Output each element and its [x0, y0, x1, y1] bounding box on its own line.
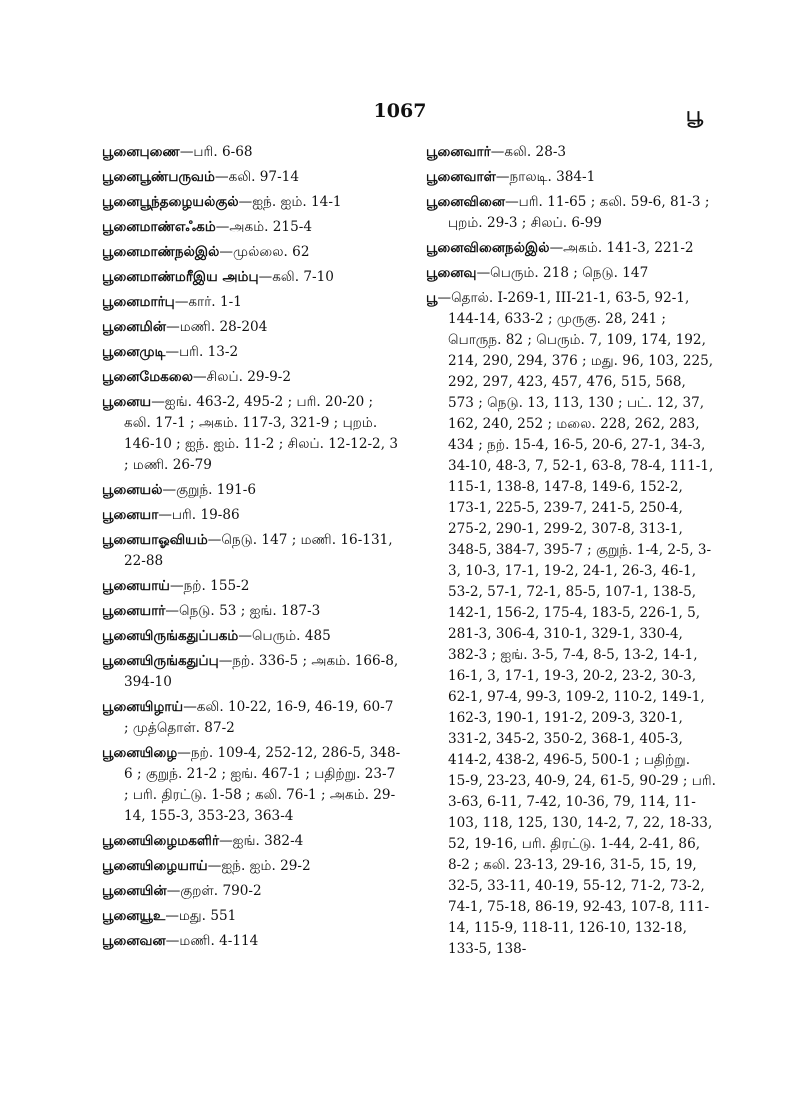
- entry-headword: பூனைமின்: [102, 319, 167, 335]
- entry-headword: பூனைபூண்பருவம்: [102, 169, 215, 185]
- entry-headword: பூனையிழாய்: [102, 699, 184, 715]
- entry-references: —நற். 336-5 ; அகம். 166-8, 394-10: [124, 653, 399, 690]
- index-entry: [102, 831, 402, 852]
- index-entry: [102, 317, 402, 338]
- entry-references: —நெடு. 147 ; மணி. 16-131, 22-88: [124, 532, 393, 569]
- index-entry: [102, 626, 402, 647]
- entry-headword: பூனையூஉ: [102, 908, 166, 924]
- entry-headword: பூனைவாள்: [426, 169, 496, 185]
- entry-headword: பூனைமுடி: [102, 344, 166, 360]
- entry-references: —குறுந். 191-6: [162, 482, 256, 498]
- index-entry: [102, 267, 402, 288]
- section-letter: பூ: [686, 102, 703, 126]
- entry-headword: பூனைவினைநல்இல்: [426, 240, 550, 256]
- index-entry: [102, 367, 402, 388]
- entry-references: —கலி. 97-14: [215, 169, 299, 185]
- entry-headword: பூனையிழை: [102, 745, 178, 761]
- entry-references: —மணி. 28-204: [166, 319, 268, 335]
- entry-headword: பூனையாய்: [102, 578, 170, 594]
- entry-headword: பூனைமாண்எஃகம்: [102, 219, 216, 235]
- index-entry: [102, 931, 402, 952]
- entry-references: —கலி. 28-3: [490, 144, 567, 160]
- page-number: 1067: [373, 100, 427, 122]
- entry-headword: பூனைவினை: [426, 194, 506, 210]
- index-entry: [102, 342, 402, 363]
- entry-references: —சிலப். 29-9-2: [192, 369, 292, 385]
- entry-references: —ஐந். ஐம். 29-2: [207, 858, 311, 874]
- entry-references: —ஐங். 463-2, 495-2 ; பரி. 20-20 ; கலி. 17-1 ; அகம். 117-3, 321-9 ; புறம். 146-10 ; ஐந். ஐம். 11-2 ; சிலப். 12-12-2, 3 ; மணி. 26-79: [124, 394, 398, 473]
- entry-headword: பூனைய: [102, 394, 152, 410]
- entry-headword: பூனைமாண்நல்இல்: [102, 244, 220, 260]
- index-entry: [102, 906, 402, 927]
- index-entry: [102, 505, 402, 526]
- index-entry: [102, 881, 402, 902]
- entry-headword: பூனைபுணை: [102, 144, 180, 160]
- entry-references: —ஐந். ஐம். 14-1: [238, 194, 342, 210]
- entry-headword: பூனைவார்: [426, 144, 491, 160]
- index-entry: [102, 697, 402, 739]
- entry-headword: பூனையின்: [102, 883, 167, 899]
- entry-references: —பெரும். 218 ; நெடு. 147: [476, 265, 649, 281]
- index-entry: [102, 651, 402, 693]
- index-entry: [102, 192, 402, 213]
- entry-headword: பூனையிழைமகளிர்: [102, 833, 220, 849]
- entry-headword: பூனைவன: [102, 933, 166, 949]
- entry-headword: பூனைபூந்தழையல்குல்: [102, 194, 239, 210]
- entry-references: —கலி. 7-10: [258, 269, 334, 285]
- index-entry: [102, 576, 402, 597]
- index-entry: [426, 167, 716, 188]
- entry-references: —நற். 155-2: [169, 578, 250, 594]
- entry-headword: பூனையா: [102, 507, 159, 523]
- entry-references: —நெடு. 53 ; ஐங். 187-3: [165, 603, 321, 619]
- right-column: [426, 142, 716, 964]
- entry-references: —பெரும். 485: [238, 628, 331, 644]
- entry-references: —அகம். 215-4: [215, 219, 312, 235]
- entry-headword: பூனைமாண்மரீஇய அம்பு: [102, 269, 259, 285]
- entry-headword: பூனைவு: [426, 265, 477, 281]
- index-entry: [426, 263, 716, 284]
- index-entry: [102, 743, 402, 827]
- index-entry: [102, 167, 402, 188]
- entry-references: —ஐங். 382-4: [219, 833, 304, 849]
- entry-headword: பூ: [426, 290, 438, 306]
- index-entry: [102, 601, 402, 622]
- entry-headword: பூனையல்: [102, 482, 163, 498]
- entry-references: —மது. 551: [165, 908, 237, 924]
- entry-references: —குறள். 790-2: [166, 883, 262, 899]
- entry-headword: பூனையிருங்கதுப்பு: [102, 653, 219, 669]
- entry-references: —பரி. 11-65 ; கலி. 59-6, 81-3 ; புறம். 29-3 ; சிலப். 6-99: [448, 194, 710, 231]
- index-entry: [102, 217, 402, 238]
- index-entry: [102, 392, 402, 476]
- index-entry: [102, 480, 402, 501]
- entry-headword: பூனையாஓவியம்: [102, 532, 208, 548]
- entry-references: —நற். 109-4, 252-12, 286-5, 348-6 ; குறுந். 21-2 ; ஐங். 467-1 ; பதிற்று. 23-7 ; பரி. திரட்டு. 1-58 ; கலி. 76-1 ; அகம். 29-14, 155-3, 353-23, 363-4: [124, 745, 401, 824]
- entry-references: —முல்லை. 62: [219, 244, 310, 260]
- entry-references: —கார். 1-1: [174, 294, 242, 310]
- entry-references: —பரி. 6-68: [179, 144, 253, 160]
- index-entry: [102, 530, 402, 572]
- entry-references: —கலி. 10-22, 16-9, 46-19, 60-7 ; முத்தொள். 87-2: [124, 699, 394, 736]
- index-entry: [102, 142, 402, 163]
- entry-references: —பரி. 19-86: [158, 507, 240, 523]
- entry-references: —தொல். I-269-1, III-21-1, 63-5, 92-1, 144-14, 633-2 ; முருகு. 28, 241 ; பொருந. 82 ; பெரும். 7, 109, 174, 192, 214, 290, 294, 376 ; மது. 96, 103, 225, 292, 297, 423, 457, 476, 515, 568, 573 ; நெடு. 13, 113, 130 ; பட். 12, 37, 162, 240, 252 ; மலை. 228, 262, 283, 434 ; நற். 15-4, 16-5, 20-6, 27-1, 34-3, 34-10, 48-3, 7, 52-1, 63-8, 78-4, 111-1, 115-1, 138-8, 147-8, 149-6, 152-2, 173-1, 225-5, 239-7, 241-5, 250-4, 275-2, 290-1, 299-2, 307-8, 313-1, 348-5, 384-7, 395-7 ; குறுந். 1-4, 2-5, 3-3, 10-3, 17-1, 19-2, 24-1, 26-3, 46-1, 53-2, 57-1, 72-1, 85-5, 107-1, 138-5, 142-1, 156-2, 175-4, 183-5, 226-1, 5, 281-3, 306-4, 310-1, 329-1, 330-4, 382-3 ; ஐங். 3-5, 7-4, 8-5, 13-2, 14-1, 16-1, 3, 17-1, 19-3, 20-2, 23-2, 30-3, 62-1, 97-4, 99-3, 109-2, 110-2, 149-1, 162-3, 190-1, 191-2, 209-3, 320-1, 331-2, 345-2, 350-2, 368-1, 405-3, 414-2, 438-2, 496-5, 500-1 ; பதிற்று. 15-9, 23-23, 40-9, 24, 61-5, 90-29 ; பரி. 3-63, 6-11, 7-42, 10-36, 79, 114, 11-103, 118, 125, 130, 14-2, 7, 22, 18-33, 52, 19-16, பரி. திரட்டு. 1-44, 2-41, 86, 8-2 ; கலி. 23-13, 29-16, 31-5, 15, 19, 32-5, 33-11, 40-19, 55-12, 71-2, 73-2, 74-1, 75-18, 86-19, 92-43, 107-8, 111-14, 115-9, 118-11, 126-10, 132-18, 133-5, 138-: [437, 290, 716, 957]
- index-entry: [426, 238, 716, 259]
- index-entry: [426, 192, 716, 234]
- index-entry: [102, 242, 402, 263]
- index-entry: [426, 288, 716, 960]
- entry-headword: பூனையிருங்கதுப்பகம்: [102, 628, 239, 644]
- entry-references: —மணி. 4-114: [165, 933, 259, 949]
- entry-headword: பூனைமார்பு: [102, 294, 175, 310]
- entry-references: —அகம். 141-3, 221-2: [549, 240, 694, 256]
- entry-references: —பரி. 13-2: [165, 344, 239, 360]
- entry-references: —நாலடி. 384-1: [495, 169, 596, 185]
- index-entry: [102, 856, 402, 877]
- entry-headword: பூனையிழையாய்: [102, 858, 208, 874]
- index-entry: [102, 292, 402, 313]
- left-column: [102, 142, 402, 956]
- entry-headword: பூனையார்: [102, 603, 166, 619]
- entry-headword: பூனைமேகலை: [102, 369, 193, 385]
- index-entry: [426, 142, 716, 163]
